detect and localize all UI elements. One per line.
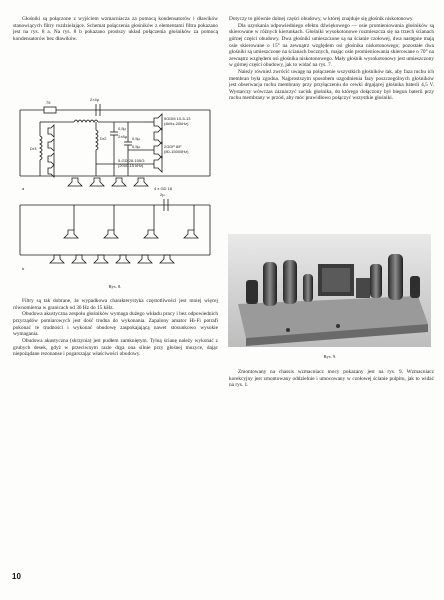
figure-9-caption: Rys. 9.	[323, 354, 337, 359]
schematic-label: 0,5μ	[132, 136, 140, 141]
schematic-label: a	[22, 186, 25, 191]
paragraph: Dotyczy to głównie dolnej części obudowy, w której znajduje się głośnik niskotonowy.	[229, 16, 414, 22]
schematic-label: 2×4μ	[90, 97, 100, 102]
left-column-intro	[13, 16, 218, 42]
paragraph: Zmontowany na chassis wzmacniacz mocy pokazany jest na rys. 9. Wzmacniacz korekcyjny jest zmontowany oddzielnie i umocowany w czołowej ścianie pulpitu, jak to widać na rys. 1.	[229, 369, 434, 389]
right-column-body	[229, 16, 434, 102]
schematic-label: Dr2	[100, 136, 107, 141]
schematic-label: 2μ	[160, 192, 165, 197]
left-column-body	[13, 298, 218, 358]
amplifier-photo-figure	[228, 234, 431, 347]
paragraph: Obudowa akustyczna (skrzynia) jest pudłem zamkniętym. Tylną ścianę należy wykonać z grubych desek, gdyż w przeciwnym razie drga ona silnie przy głośnej muzyce, dając niepożądane rezonanse i pogarszając właściwości obudowy.	[13, 338, 218, 358]
schematic-label: 5GDM 10-5-13	[164, 116, 191, 121]
schematic-label: 0,5μ	[118, 126, 126, 131]
schematic-label: Dr3	[30, 146, 37, 151]
paragraph: Dla uzyskania odpowiedniego efektu dźwiękowego — osie promieniowania głośników są skierowane w różnych kierunkach. Głośniki wysokotonowe rozmieszcza się na trzech ścianach górnej części obudowy. Dwa głośniki umieszczone są na ścianie czołowej, dwa następne mają osie skierowane o 15° na zewnątrz względem osi głośnika niskotonowego; pozostałe dwa głośniki są umieszczone na ścianach bocznych, mając osie promieniowania skierowane o 70° na zewnątrz względem osi głośnika niskotonowego. Mały głośnik wysokotonowy jest umieszczony w górnej części obudowy, jak to widać na rys. 7.	[229, 22, 434, 69]
schematic-label: (2000-15 kHz)	[118, 163, 144, 168]
schematic-label: 0,5μ	[132, 144, 140, 149]
paragraph: Głośniki są połączone z wyjściem wzmacniacza za pomocą kondensatorów i dławików stanowiących filtry rozdzielające. Schemat połączenia głośników z elementami filtra pokazano jest na rys. 8 a. Na rys. 8 b pokazano prostszy układ połączenia głośników za pomocą kondensatorów bez dławików.	[13, 16, 218, 42]
schematic-label: 2×8μ	[118, 134, 128, 139]
schematic-label: 75	[46, 100, 51, 105]
page-number: 10	[12, 572, 21, 581]
schematic-label: (4kHz-20kHz)	[164, 121, 189, 126]
crossover-schematic-figure	[14, 80, 218, 280]
schematic-label: b	[22, 266, 25, 271]
right-column-closing	[229, 369, 434, 389]
figure-8-caption: Rys. 8.	[108, 284, 122, 289]
paragraph: Filtry są tak dobrane, że wypadkowa charakterystyka częstotliwości jest mniej więcej równomierna w granicach od 30 Hz do 15 kHz.	[13, 298, 218, 311]
schematic-label: (80-15000Hz)	[164, 149, 189, 154]
schematic-label: 4 x GD 18	[154, 186, 173, 191]
paragraph: Obudowa akustyczna zespołu głośników wymaga dużego wkładu pracy i bez odpowiednich przyrządów pomiarowych jest dość trudna do wykonania. Zapalony amator Hi-Fi potrafi pokonać te trudności i wykonać obudowę zaspokajającą nawet stosunkowo wysokie wymagania.	[13, 311, 218, 338]
schematic-label: 2GDP 8/F	[164, 144, 182, 149]
paragraph: Należy również zwrócić uwagę na połączenie wszystkich głośników tak, aby faza ruchu ich membran była zgodna. Najprostszym sposobem uzgodnienia fazy poszczególnych głośników jest obserwacja ruchu membrany przy przyłączeniu do cewki drgającej głośnika baterii 4,5 V. Wystarczy wówczas zaznaczyć zacisk głośnika, do którego dołączony był biegun baterii przy ruchu membrany w przód, aby móc prawidłowo połączyć wszystkie głośniki.	[229, 69, 434, 102]
schematic-label: 5-GD 28-155/3	[118, 158, 145, 163]
